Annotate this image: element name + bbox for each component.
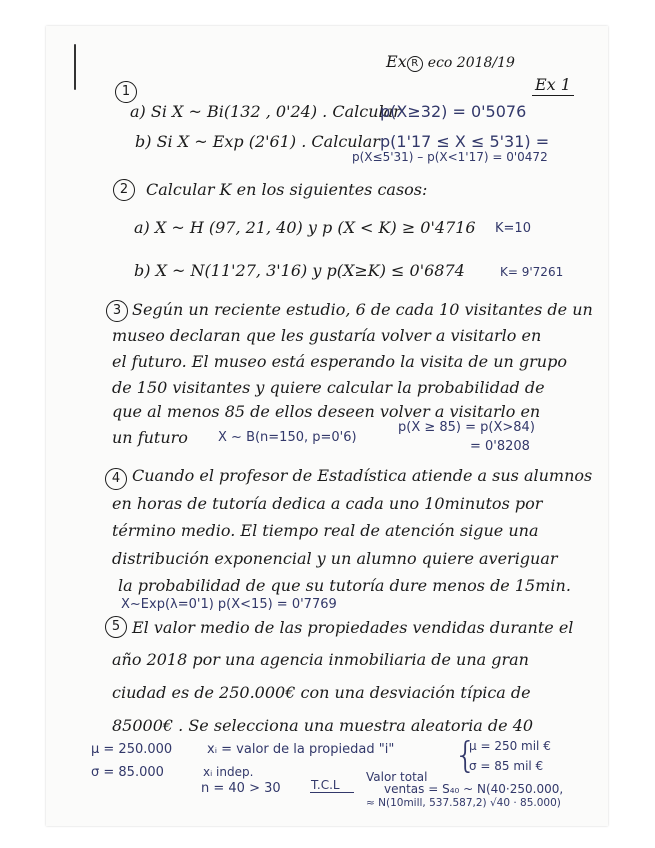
circled-r-mark: R bbox=[407, 56, 423, 72]
problem-number-1: 1 bbox=[115, 81, 137, 103]
exam-title-prefix: Ex bbox=[386, 52, 407, 71]
brace-symbol: { bbox=[454, 735, 477, 776]
note-xi-independent: xᵢ indep. bbox=[203, 765, 254, 779]
problem-4-answer: X~Exp(λ=0'1) p(X<15) = 0'7769 bbox=[121, 597, 337, 612]
note-xi-def-text: xᵢ = valor de la propiedad " bbox=[207, 742, 385, 757]
problem-2a-answer: K=10 bbox=[495, 221, 531, 236]
problem-1b-answer: p(1'17 ≤ X ≤ 5'31) = bbox=[380, 132, 550, 151]
problem-1b-question: b) Si X ~ Exp (2'61) . Calcular bbox=[135, 132, 380, 151]
note-mu-thousands: μ = 250 mil € bbox=[469, 739, 551, 753]
exercise-label: Ex 1 bbox=[535, 75, 571, 94]
note-xi-definition bbox=[207, 742, 394, 757]
note-approximation: ≈ N(10mill, 537.587,2) √40 · 85.000) bbox=[366, 797, 561, 809]
problem-3-line-6: un futuro bbox=[112, 428, 188, 447]
note-xi-def-close: " bbox=[388, 742, 395, 757]
exercise-label-underline bbox=[532, 95, 574, 96]
problem-3-line-1: Según un reciente estudio, 6 de cada 10 visitantes de un bbox=[132, 300, 593, 319]
exam-title bbox=[386, 52, 515, 72]
note-sigma-thousands: σ = 85 mil € bbox=[469, 759, 544, 773]
note-n-condition: n = 40 > 30 bbox=[201, 781, 281, 796]
problem-3-line-4: de 150 visitantes y quiere calcular la probabilidad de bbox=[112, 378, 545, 397]
problem-5-line-3: ciudad es de 250.000€ con una desviación típica de bbox=[112, 683, 531, 702]
note-tcl: T.C.L bbox=[311, 778, 340, 792]
problem-number-2: 2 bbox=[113, 179, 135, 201]
problem-number-3: 3 bbox=[106, 300, 128, 322]
note-tcl-underline bbox=[310, 792, 354, 793]
problem-1a-question: a) Si X ~ Bi(132 , 0'24) . Calcular bbox=[130, 102, 401, 121]
problem-3-answer-result: = 0'8208 bbox=[470, 439, 530, 454]
problem-2b-answer: K= 9'7261 bbox=[500, 265, 564, 279]
problem-1b-answer-detail: p(X≤5'31) – p(X<1'17) = 0'0472 bbox=[352, 150, 548, 164]
problem-4-line-5: la probabilidad de que su tutoría dure menos de 15min. bbox=[118, 576, 571, 595]
problem-4-line-1: Cuando el profesor de Estadística atiende a sus alumnos bbox=[132, 466, 593, 485]
problem-3-answer-model: X ~ B(n=150, p=0'6) bbox=[218, 430, 357, 445]
problem-4-line-4: distribución exponencial y un alumno quiere averiguar bbox=[112, 549, 558, 568]
problem-number-4: 4 bbox=[105, 468, 127, 490]
exam-title-rest: eco 2018/19 bbox=[427, 55, 515, 71]
page-edge-mark bbox=[74, 44, 76, 90]
problem-3-answer: p(X ≥ 85) = p(X>84) bbox=[398, 420, 535, 435]
problem-5-line-2: año 2018 por una agencia inmobiliaria de una gran bbox=[112, 650, 529, 669]
problem-1a-answer: p(X≥32) = 0'5076 bbox=[380, 102, 527, 121]
problem-5-line-1: El valor medio de las propiedades vendidas durante el bbox=[132, 618, 574, 637]
problem-3-line-5: que al menos 85 de ellos deseen volver a visitarlo en bbox=[112, 402, 541, 421]
problem-2a-question: a) X ~ H (97, 21, 40) y p (X < K) ≥ 0'4716 bbox=[134, 218, 476, 237]
note-sigma: σ = 85.000 bbox=[91, 765, 164, 780]
note-xi-def-i: i bbox=[384, 742, 389, 757]
problem-4-line-2: en horas de tutoría dedica a cada uno 10minutos por bbox=[112, 494, 543, 513]
problem-2-intro: Calcular K en los siguientes casos: bbox=[146, 180, 428, 199]
note-mu: μ = 250.000 bbox=[91, 742, 173, 757]
problem-5-line-4: 85000€ . Se selecciona una muestra aleatoria de 40 bbox=[112, 716, 534, 735]
problem-4-line-3: término medio. El tiempo real de atención sigue una bbox=[112, 521, 539, 540]
problem-3-line-3: el futuro. El museo está esperando la visita de un grupo bbox=[112, 352, 567, 371]
problem-2b-question: b) X ~ N(11'27, 3'16) y p(X≥K) ≤ 0'6874 bbox=[134, 261, 465, 280]
problem-3-line-2: museo declaran que les gustaría volver a visitarlo en bbox=[112, 326, 542, 345]
note-ventas-sum: ventas = S₄₀ ~ N(40·250.000, bbox=[384, 782, 564, 796]
problem-number-5: 5 bbox=[105, 616, 127, 638]
note-valor-total: Valor total bbox=[366, 770, 428, 784]
